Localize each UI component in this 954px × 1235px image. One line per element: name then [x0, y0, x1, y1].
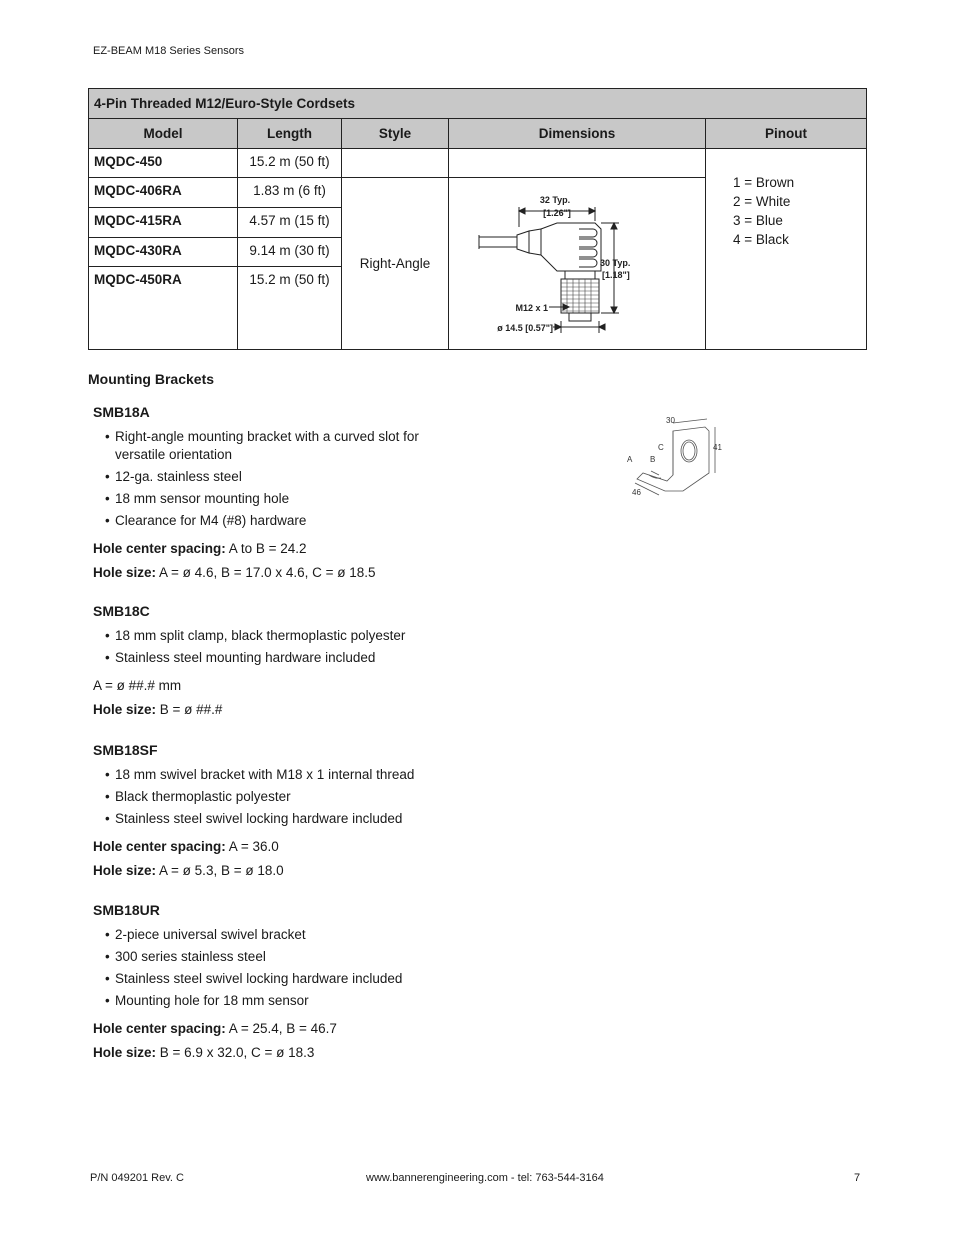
- model-cell: MQDC-415RA: [89, 208, 238, 238]
- pinout-cell: [706, 149, 867, 350]
- hole-size: Hole size: A = ø 5.3, B = ø 18.0: [93, 863, 284, 878]
- height-dim-label-inches: [1.18"]: [602, 270, 630, 280]
- bullet-list: [93, 766, 563, 828]
- list-item: • 300 series stainless steel: [93, 948, 563, 966]
- column-header-length: Length: [238, 119, 342, 149]
- width-dim-label-inches: [1.26"]: [543, 208, 571, 218]
- model-cell: MQDC-450RA: [89, 267, 238, 350]
- list-item: • Right-angle mounting bracket with a curved slot for versatile orientation: [93, 428, 455, 464]
- list-item: • 18 mm swivel bracket with M18 x 1 internal thread: [93, 766, 563, 784]
- smb18c-section: [93, 603, 563, 719]
- length-cell: 9.14 m (30 ft): [238, 238, 342, 267]
- model-cell: MQDC-406RA: [89, 178, 238, 208]
- pinout-line: 4 = Black: [733, 232, 789, 247]
- hole-size: Hole size: B = 6.9 x 32.0, C = ø 18.3: [93, 1045, 315, 1060]
- pinout-line: 3 = Blue: [733, 213, 783, 228]
- footer-part-number: P/N 049201 Rev. C: [90, 1172, 184, 1184]
- list-item: • Stainless steel swivel locking hardware included: [93, 970, 563, 988]
- smb18a-bracket-drawing: [615, 413, 730, 503]
- smb18a-section: [93, 404, 563, 582]
- list-item: • 2-piece universal swivel bracket: [93, 926, 563, 944]
- style-cell: Right-Angle: [342, 178, 449, 350]
- section-title: SMB18UR: [93, 902, 160, 918]
- smb18ur-section: [93, 902, 563, 1062]
- hole-size: Hole size: B = ø ##.#: [93, 702, 223, 717]
- section-title: SMB18C: [93, 603, 150, 619]
- section-heading: Mounting Brackets: [88, 371, 215, 387]
- right-angle-cordset-drawing: [477, 181, 677, 346]
- bracket-label-a: A: [627, 455, 633, 464]
- page-number: 7: [854, 1172, 861, 1184]
- list-item: • Clearance for M4 (#8) hardware: [93, 512, 563, 530]
- dimensions-cell: [449, 149, 706, 178]
- smb18sf-section: [93, 742, 563, 880]
- table-title: 4-Pin Threaded M12/Euro-Style Cordsets: [89, 89, 867, 119]
- bracket-dim-top: 30: [666, 416, 675, 425]
- model-cell: MQDC-430RA: [89, 238, 238, 267]
- column-header-pinout: Pinout: [706, 119, 867, 149]
- length-cell: 15.2 m (50 ft): [238, 149, 342, 178]
- bullet-list: [93, 627, 563, 667]
- column-header-model: Model: [89, 119, 238, 149]
- width-dim-label: 32 Typ.: [539, 195, 571, 205]
- list-item: • Stainless steel swivel locking hardware included: [93, 810, 563, 828]
- hole-spacing: Hole center spacing: A = 25.4, B = 46.7: [93, 1021, 337, 1036]
- hole-spacing: A = ø ##.# mm: [93, 678, 182, 693]
- thread-label: M12 x 1: [515, 303, 548, 313]
- dimensions-cell: [449, 178, 706, 350]
- list-item: • 18 mm split clamp, black thermoplastic polyester: [93, 627, 563, 645]
- bracket-dim-bottom: 46: [632, 488, 641, 497]
- footer-contact: www.bannerengineering.com - tel: 763-544-3164: [366, 1172, 604, 1184]
- document-title: EZ-BEAM M18 Series Sensors: [93, 45, 244, 57]
- cordsets-table: [88, 88, 867, 350]
- hole-spacing: Hole center spacing: A = 36.0: [93, 839, 279, 854]
- style-cell: [342, 149, 449, 178]
- list-item: • 12-ga. stainless steel: [93, 468, 563, 486]
- length-cell: 15.2 m (50 ft): [238, 267, 342, 350]
- column-header-dimensions: Dimensions: [449, 119, 706, 149]
- bracket-label-b: B: [650, 455, 656, 464]
- diameter-label: ø 14.5 [0.57"]: [497, 323, 553, 333]
- model-cell: MQDC-450: [89, 149, 238, 178]
- section-title: SMB18SF: [93, 742, 158, 758]
- list-item: • Black thermoplastic polyester: [93, 788, 563, 806]
- list-item: • 18 mm sensor mounting hole: [93, 490, 563, 508]
- section-title: SMB18A: [93, 404, 150, 420]
- length-cell: 1.83 m (6 ft): [238, 178, 342, 208]
- pinout-line: 2 = White: [733, 194, 791, 209]
- height-dim-label: 30 Typ.: [600, 258, 631, 268]
- column-header-style: Style: [342, 119, 449, 149]
- list-item: • Mounting hole for 18 mm sensor: [93, 992, 563, 1010]
- table-row: [89, 149, 867, 178]
- bracket-label-c: C: [658, 443, 664, 452]
- hole-spacing: Hole center spacing: A to B = 24.2: [93, 541, 307, 556]
- bullet-list: [93, 428, 563, 530]
- list-item: • Stainless steel mounting hardware included: [93, 649, 563, 667]
- bracket-dim-right: 41: [713, 443, 722, 452]
- length-cell: 4.57 m (15 ft): [238, 208, 342, 238]
- bullet-list: [93, 926, 563, 1010]
- pinout-line: 1 = Brown: [733, 175, 795, 190]
- hole-size: Hole size: A = ø 4.6, B = 17.0 x 4.6, C = ø 18.5: [93, 565, 376, 580]
